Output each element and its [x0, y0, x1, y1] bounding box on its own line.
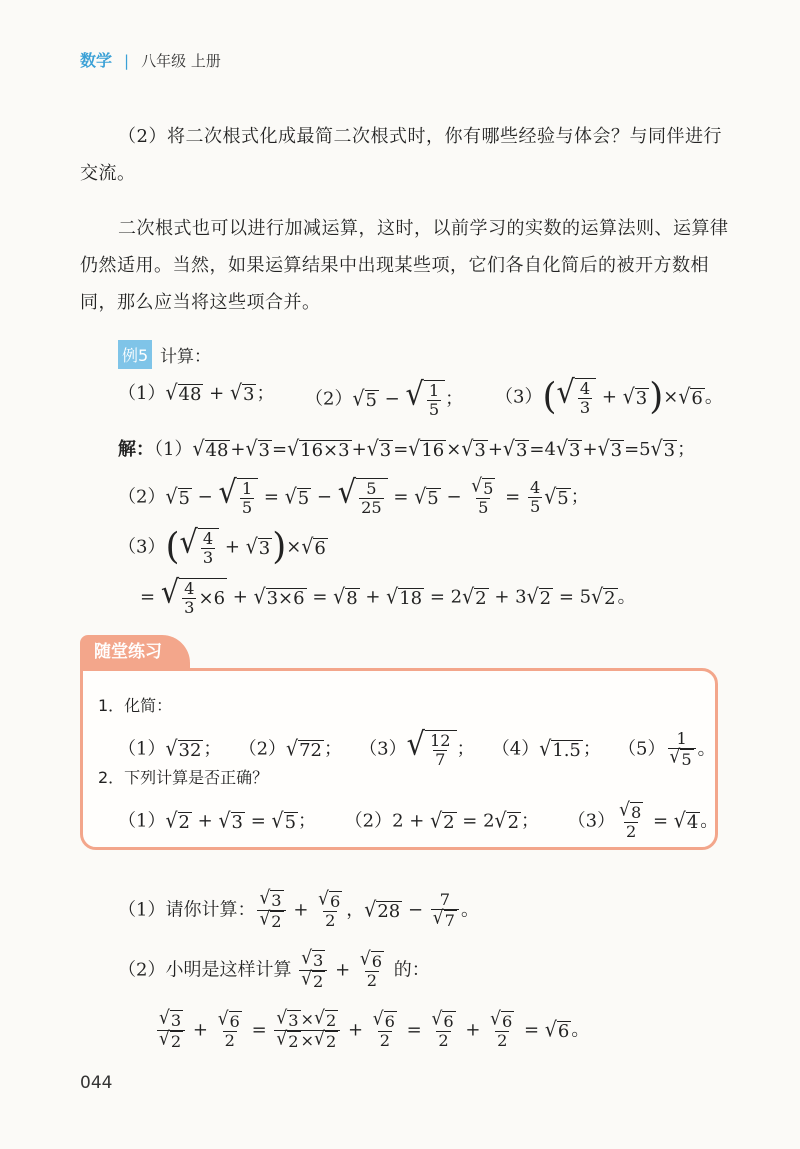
- page-number: 044: [80, 1073, 113, 1093]
- practice-q2-label: 2．下列计算是否正确？: [98, 768, 269, 787]
- practice-q1-label: 1．化简：: [98, 696, 173, 715]
- solution-line-3a: （3）( √ $\frac{4}{3}$ + √ 3 )× √ 6: [118, 522, 326, 568]
- example-problem-1: （1） √ 48 + √ 3 ；: [118, 380, 275, 405]
- thinking-q2: （2）小明是这样计算 √ 3 √ 2 + √ 6 2 的：: [118, 946, 430, 991]
- paragraph-radical-addition: 二次根式也可以进行加减运算，这时，以前学习的实数的运算法则、运算律仍然适用。当然，如果运算结果中出现某些项，它们各自化简后的被开方数相同，那么应当将这些项合并。: [80, 218, 729, 313]
- paragraph-question-2: （2）将二次根式化成最简二次根式时，你有哪些经验与体会？与同伴进行交流。: [80, 126, 722, 184]
- example-label: 计算：: [160, 347, 211, 367]
- header-divider: |: [124, 52, 130, 70]
- thinking-q1: （1）请你计算： √ 3 √ 2 + √ 6 2 ， √ 28 − 7 √ 7 。: [118, 886, 479, 931]
- thinking-q2-work: √ 3 √ 2 + √ 6 2 = √ 3 × √ 2 √ 2 × √ 2 + √ 6 2 = √ 6 2 + √ 6 2 = √ 6 。: [159, 1006, 590, 1051]
- header-grade: 八年级 上册: [141, 52, 221, 70]
- practice-title: 随堂练习: [80, 635, 190, 669]
- solution-line-1: 解：（1） √ 48 + √ 3 = √ 16×3 + √ 3 = √ 16 × √ 3 + √ 3 =4 √ 3 + √ 3 =5 √ 3 ；: [118, 436, 696, 461]
- solution-label: 解：: [118, 439, 154, 460]
- example-problem-2: （2） √ 5 − √ $\frac{1}{5}$ ；: [305, 374, 464, 419]
- example-tag: 例5: [118, 340, 152, 369]
- solution-line-3b: = √ $\frac{4}{3}$ ×6 + √ 3×6 = √ 8 + √ 18 = 2 √ 2 + 3 √ 2 = 5 √ 2 。: [140, 572, 636, 617]
- header-subject: 数学: [80, 51, 113, 70]
- practice-q2-items: （1） √ 2 + √ 3 = √ 5 ； （2）2 + √ 2 = 2 √ 2 ； （3） √ 8 2 = √ 4 。: [118, 798, 719, 841]
- practice-q1-items: （1） √ 32 ； （2） √ 72 ； （3） √ $\frac{12}{7}$ ； （4） √ 1.5 ； （5） 1 √ 5 。: [118, 724, 716, 769]
- solution-line-2: （2） √ 5 − √ $\frac{1}{5}$ = √ 5 − √ $\frac{5}{25}$ = √ 5 − √ 5 5 = $\frac{4}{5}$ √ 5 ；: [118, 472, 589, 517]
- running-header: [80, 48, 221, 71]
- example-problem-3: （3）( √ $\frac{4}{3}$ + √ 3 )× √ 6 。: [495, 372, 723, 418]
